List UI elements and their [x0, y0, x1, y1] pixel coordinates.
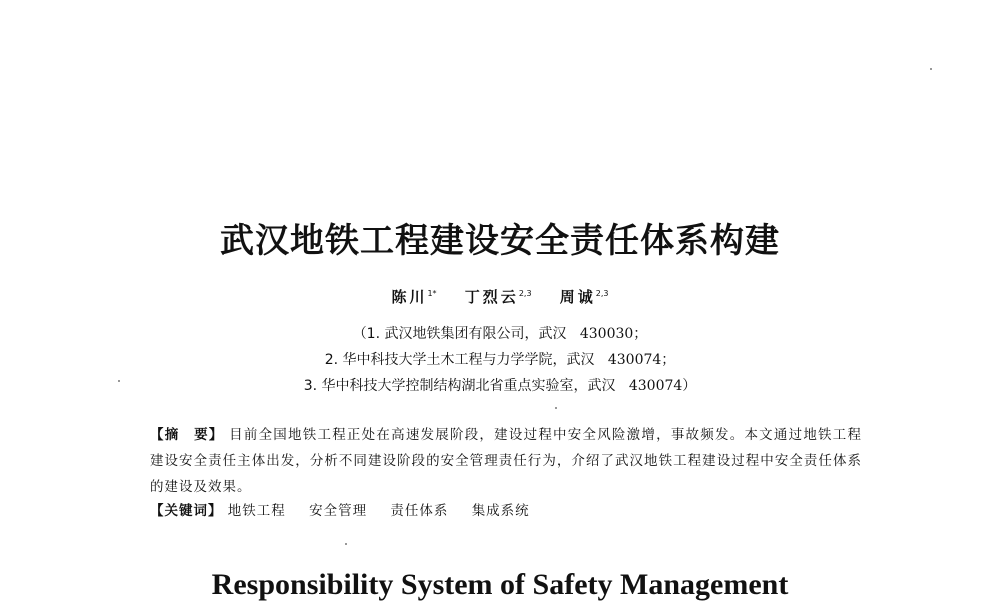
- scan-speck: [345, 543, 347, 545]
- author-name: 周诚: [559, 288, 596, 306]
- author-name: 丁烈云: [464, 288, 519, 306]
- affiliation-postcode: 430074；: [607, 352, 676, 368]
- abstract-text: 目前全国地铁工程正处在高速发展阶段，建设过程中安全风险激增，事故频发。本文通过地铁工程建设安全责任主体出发，分析不同建设阶段的安全管理责任行为，介绍了武汉地铁工程建设过程中安全责任体系的建设及效果。: [150, 427, 863, 495]
- keyword: 责任体系: [390, 503, 449, 519]
- author-name: 陈川: [391, 288, 428, 306]
- affiliation-text: 3. 华中科技大学控制结构湖北省重点实验室，武汉: [303, 378, 616, 394]
- abstract-label: 【摘 要】: [150, 427, 224, 443]
- affiliation-text: （1. 武汉地铁集团有限公司，武汉: [352, 326, 567, 342]
- affiliation-text: 2. 华中科技大学土木工程与力学学院，武汉: [324, 352, 595, 368]
- keywords-label: 【关键词】: [150, 503, 223, 519]
- author: [391, 288, 436, 306]
- paper-title: 武汉地铁工程建设安全责任体系构建: [220, 221, 780, 261]
- author-affiliation-mark: 2,3: [595, 289, 609, 298]
- keywords: [150, 498, 862, 524]
- scan-speck: [118, 380, 120, 382]
- author: [560, 288, 609, 306]
- author-list: [0, 286, 1000, 307]
- scan-speck: [555, 407, 557, 409]
- abstract: [150, 422, 862, 500]
- affiliation: [0, 349, 1000, 369]
- author-affiliation-mark: 2,3: [518, 289, 532, 298]
- english-title: Responsibility System of Safety Management: [211, 568, 789, 601]
- scan-speck: [930, 68, 932, 70]
- keyword: 集成系统: [471, 503, 530, 519]
- keyword: 地铁工程: [227, 503, 286, 519]
- affiliation: [0, 375, 1000, 395]
- author-affiliation-mark: 1*: [427, 289, 437, 298]
- affiliation-postcode: 430030；: [579, 326, 648, 342]
- keyword: 安全管理: [309, 503, 368, 519]
- affiliation-postcode: 430074）: [628, 378, 697, 394]
- affiliation: [0, 323, 1000, 343]
- author: [465, 288, 532, 306]
